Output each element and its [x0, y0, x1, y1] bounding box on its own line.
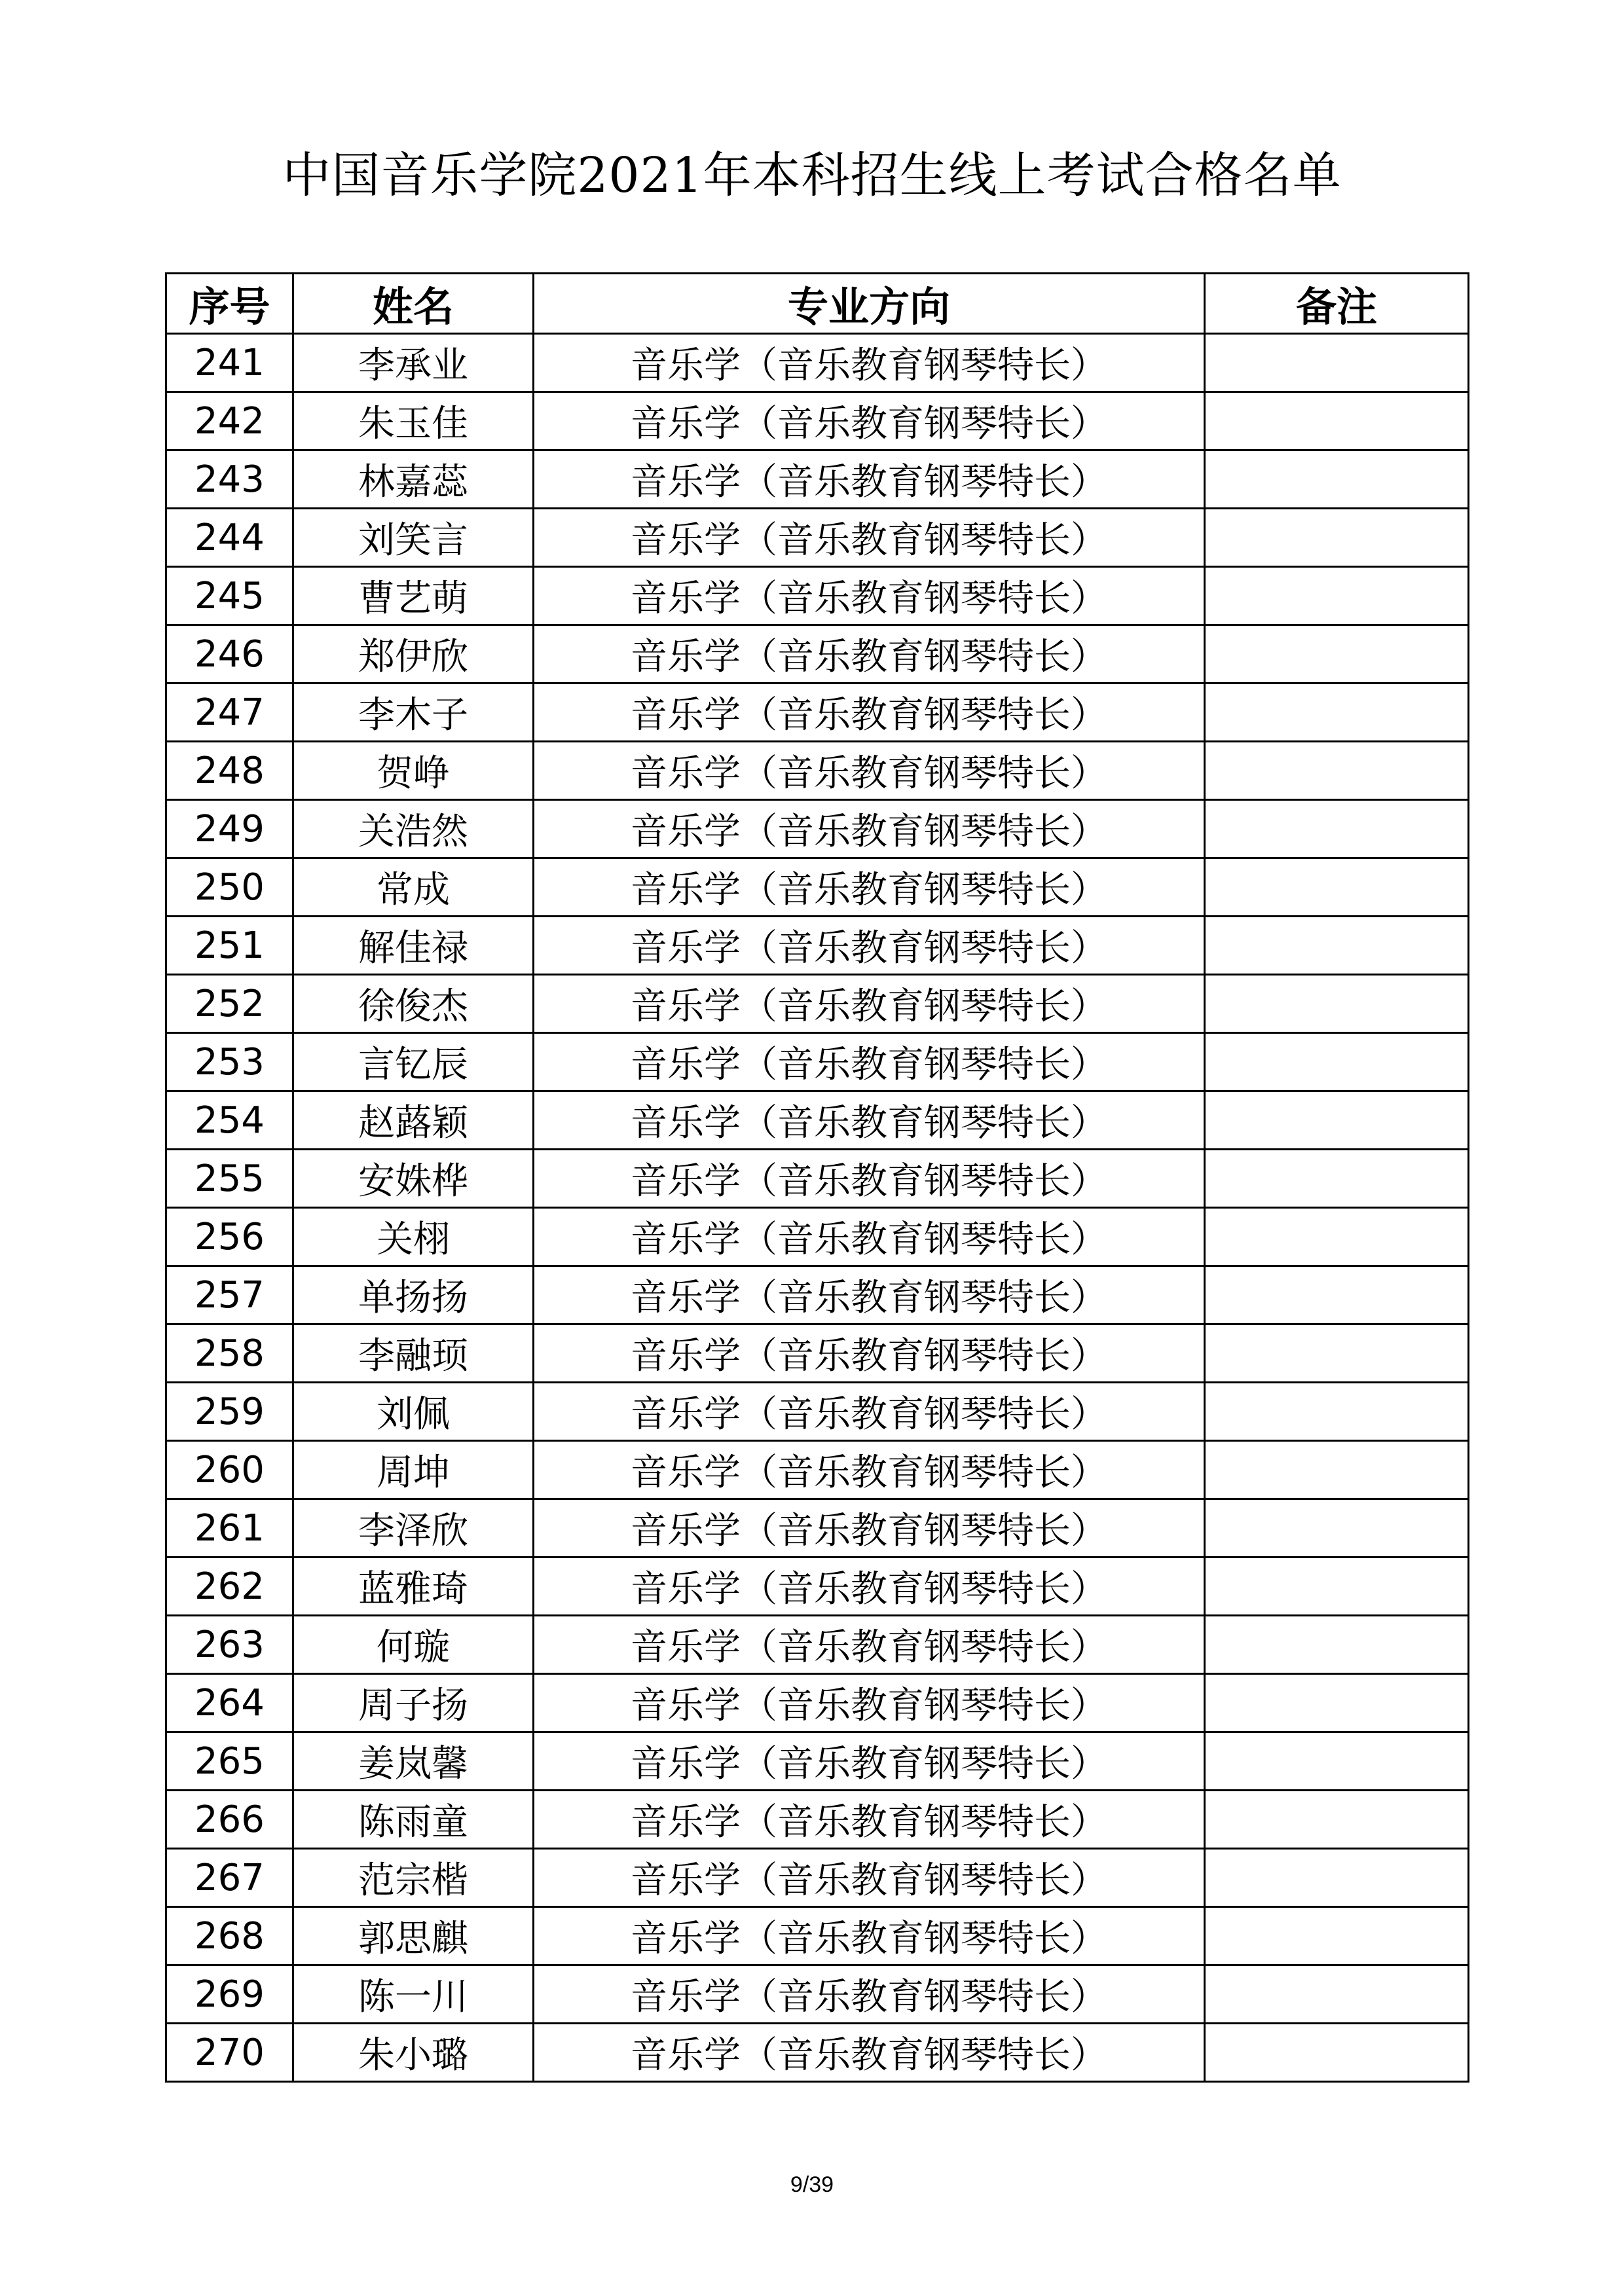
table-row	[166, 917, 1469, 975]
table-row	[166, 625, 1469, 683]
cell-index: 267	[166, 1849, 293, 1907]
cell-index: 245	[166, 567, 293, 625]
cell-major: 音乐学（音乐教育钢琴特长）	[534, 1907, 1205, 1965]
cell-name: 姜岚馨	[293, 1732, 534, 1791]
cell-name: 何璇	[293, 1616, 534, 1674]
table-row	[166, 1616, 1469, 1674]
cell-index: 254	[166, 1091, 293, 1150]
table-row	[166, 567, 1469, 625]
column-header-name: 姓名	[293, 274, 534, 334]
table-row	[166, 1033, 1469, 1091]
cell-remark	[1205, 1732, 1469, 1791]
cell-major: 音乐学（音乐教育钢琴特长）	[534, 1849, 1205, 1907]
cell-index: 265	[166, 1732, 293, 1791]
cell-index: 253	[166, 1033, 293, 1091]
cell-remark	[1205, 1266, 1469, 1324]
cell-index: 261	[166, 1499, 293, 1558]
cell-name: 朱小璐	[293, 2024, 534, 2082]
cell-index: 259	[166, 1383, 293, 1441]
cell-major: 音乐学（音乐教育钢琴特长）	[534, 1266, 1205, 1324]
cell-major: 音乐学（音乐教育钢琴特长）	[534, 2024, 1205, 2082]
cell-index: 262	[166, 1558, 293, 1616]
table-row	[166, 1558, 1469, 1616]
cell-major: 音乐学（音乐教育钢琴特长）	[534, 392, 1205, 450]
cell-remark	[1205, 1383, 1469, 1441]
table-row	[166, 1965, 1469, 2024]
cell-name: 解佳禄	[293, 917, 534, 975]
cell-index: 270	[166, 2024, 293, 2082]
cell-name: 安姝桦	[293, 1150, 534, 1208]
cell-index: 246	[166, 625, 293, 683]
cell-remark	[1205, 1441, 1469, 1499]
cell-major: 音乐学（音乐教育钢琴特长）	[534, 800, 1205, 858]
cell-remark	[1205, 1150, 1469, 1208]
cell-remark	[1205, 334, 1469, 392]
table-row	[166, 334, 1469, 392]
cell-name: 关浩然	[293, 800, 534, 858]
table-row	[166, 1441, 1469, 1499]
cell-name: 陈一川	[293, 1965, 534, 2024]
column-header-major: 专业方向	[534, 274, 1205, 334]
cell-index: 260	[166, 1441, 293, 1499]
page-number: 9/39	[790, 2172, 834, 2197]
cell-remark	[1205, 625, 1469, 683]
cell-major: 音乐学（音乐教育钢琴特长）	[534, 975, 1205, 1033]
table-row	[166, 1266, 1469, 1324]
table-row	[166, 1791, 1469, 1849]
cell-remark	[1205, 683, 1469, 742]
cell-index: 263	[166, 1616, 293, 1674]
cell-index: 264	[166, 1674, 293, 1732]
cell-major: 音乐学（音乐教育钢琴特长）	[534, 1965, 1205, 2024]
cell-remark	[1205, 1791, 1469, 1849]
cell-name: 李木子	[293, 683, 534, 742]
cell-remark	[1205, 1324, 1469, 1383]
cell-index: 249	[166, 800, 293, 858]
cell-major: 音乐学（音乐教育钢琴特长）	[534, 625, 1205, 683]
cell-major: 音乐学（音乐教育钢琴特长）	[534, 1499, 1205, 1558]
cell-major: 音乐学（音乐教育钢琴特长）	[534, 858, 1205, 917]
cell-remark	[1205, 1616, 1469, 1674]
cell-remark	[1205, 1674, 1469, 1732]
table-row	[166, 1674, 1469, 1732]
cell-remark	[1205, 1965, 1469, 2024]
table-row	[166, 742, 1469, 800]
cell-remark	[1205, 1558, 1469, 1616]
document-title: 中国音乐学院2021年本科招生线上考试合格名单	[282, 147, 1342, 204]
cell-name: 单扬扬	[293, 1266, 534, 1324]
cell-name: 朱玉佳	[293, 392, 534, 450]
cell-remark	[1205, 917, 1469, 975]
cell-name: 刘佩	[293, 1383, 534, 1441]
cell-index: 243	[166, 450, 293, 509]
cell-major: 音乐学（音乐教育钢琴特长）	[534, 509, 1205, 567]
cell-name: 刘笑言	[293, 509, 534, 567]
cell-name: 曹艺萌	[293, 567, 534, 625]
cell-major: 音乐学（音乐教育钢琴特长）	[534, 1441, 1205, 1499]
cell-index: 258	[166, 1324, 293, 1383]
cell-name: 李承业	[293, 334, 534, 392]
cell-remark	[1205, 858, 1469, 917]
cell-major: 音乐学（音乐教育钢琴特长）	[534, 1616, 1205, 1674]
cell-remark	[1205, 509, 1469, 567]
cell-major: 音乐学（音乐教育钢琴特长）	[534, 1558, 1205, 1616]
cell-name: 周子扬	[293, 1674, 534, 1732]
table-row	[166, 1150, 1469, 1208]
cell-index: 247	[166, 683, 293, 742]
cell-remark	[1205, 1208, 1469, 1266]
cell-index: 248	[166, 742, 293, 800]
cell-major: 音乐学（音乐教育钢琴特长）	[534, 450, 1205, 509]
cell-remark	[1205, 450, 1469, 509]
cell-major: 音乐学（音乐教育钢琴特长）	[534, 1383, 1205, 1441]
cell-index: 257	[166, 1266, 293, 1324]
cell-name: 徐俊杰	[293, 975, 534, 1033]
table-row	[166, 1383, 1469, 1441]
table-row	[166, 1499, 1469, 1558]
cell-major: 音乐学（音乐教育钢琴特长）	[534, 1150, 1205, 1208]
cell-name: 郑伊欣	[293, 625, 534, 683]
cell-name: 常成	[293, 858, 534, 917]
cell-name: 言钇辰	[293, 1033, 534, 1091]
cell-remark	[1205, 1907, 1469, 1965]
column-header-remark: 备注	[1205, 274, 1469, 334]
cell-index: 266	[166, 1791, 293, 1849]
cell-index: 244	[166, 509, 293, 567]
cell-index: 269	[166, 1965, 293, 2024]
cell-name: 蓝雅琦	[293, 1558, 534, 1616]
cell-remark	[1205, 1033, 1469, 1091]
table-row	[166, 975, 1469, 1033]
cell-index: 241	[166, 334, 293, 392]
cell-name: 赵蕗颖	[293, 1091, 534, 1150]
cell-name: 贺峥	[293, 742, 534, 800]
table-row	[166, 1208, 1469, 1266]
cell-remark	[1205, 1849, 1469, 1907]
cell-major: 音乐学（音乐教育钢琴特长）	[534, 334, 1205, 392]
cell-name: 林嘉蕊	[293, 450, 534, 509]
cell-major: 音乐学（音乐教育钢琴特长）	[534, 917, 1205, 975]
cell-major: 音乐学（音乐教育钢琴特长）	[534, 1732, 1205, 1791]
cell-major: 音乐学（音乐教育钢琴特长）	[534, 683, 1205, 742]
cell-major: 音乐学（音乐教育钢琴特长）	[534, 1324, 1205, 1383]
table-row	[166, 450, 1469, 509]
cell-major: 音乐学（音乐教育钢琴特长）	[534, 1091, 1205, 1150]
cell-remark	[1205, 1499, 1469, 1558]
table-row	[166, 2024, 1469, 2082]
cell-index: 256	[166, 1208, 293, 1266]
table-row	[166, 1732, 1469, 1791]
cell-index: 255	[166, 1150, 293, 1208]
table-row	[166, 509, 1469, 567]
cell-name: 范宗楷	[293, 1849, 534, 1907]
cell-major: 音乐学（音乐教育钢琴特长）	[534, 1674, 1205, 1732]
table-row	[166, 683, 1469, 742]
cell-name: 关栩	[293, 1208, 534, 1266]
table-row	[166, 1091, 1469, 1150]
cell-name: 周坤	[293, 1441, 534, 1499]
cell-remark	[1205, 975, 1469, 1033]
cell-index: 268	[166, 1907, 293, 1965]
cell-name: 陈雨童	[293, 1791, 534, 1849]
table-row	[166, 392, 1469, 450]
cell-index: 251	[166, 917, 293, 975]
table-row	[166, 800, 1469, 858]
cell-major: 音乐学（音乐教育钢琴特长）	[534, 1033, 1205, 1091]
column-header-index: 序号	[166, 274, 293, 334]
cell-remark	[1205, 2024, 1469, 2082]
table-header-row	[166, 274, 1469, 334]
table-row	[166, 858, 1469, 917]
cell-name: 李融顼	[293, 1324, 534, 1383]
cell-remark	[1205, 567, 1469, 625]
cell-major: 音乐学（音乐教育钢琴特长）	[534, 567, 1205, 625]
table-row	[166, 1324, 1469, 1383]
cell-index: 252	[166, 975, 293, 1033]
cell-name: 李泽欣	[293, 1499, 534, 1558]
cell-major: 音乐学（音乐教育钢琴特长）	[534, 1208, 1205, 1266]
cell-index: 242	[166, 392, 293, 450]
cell-remark	[1205, 392, 1469, 450]
table-row	[166, 1849, 1469, 1907]
table-row	[166, 1907, 1469, 1965]
cell-major: 音乐学（音乐教育钢琴特长）	[534, 742, 1205, 800]
admission-list-table	[165, 272, 1469, 2083]
cell-name: 郭思麒	[293, 1907, 534, 1965]
cell-index: 250	[166, 858, 293, 917]
cell-major: 音乐学（音乐教育钢琴特长）	[534, 1791, 1205, 1849]
cell-remark	[1205, 800, 1469, 858]
cell-remark	[1205, 742, 1469, 800]
cell-remark	[1205, 1091, 1469, 1150]
